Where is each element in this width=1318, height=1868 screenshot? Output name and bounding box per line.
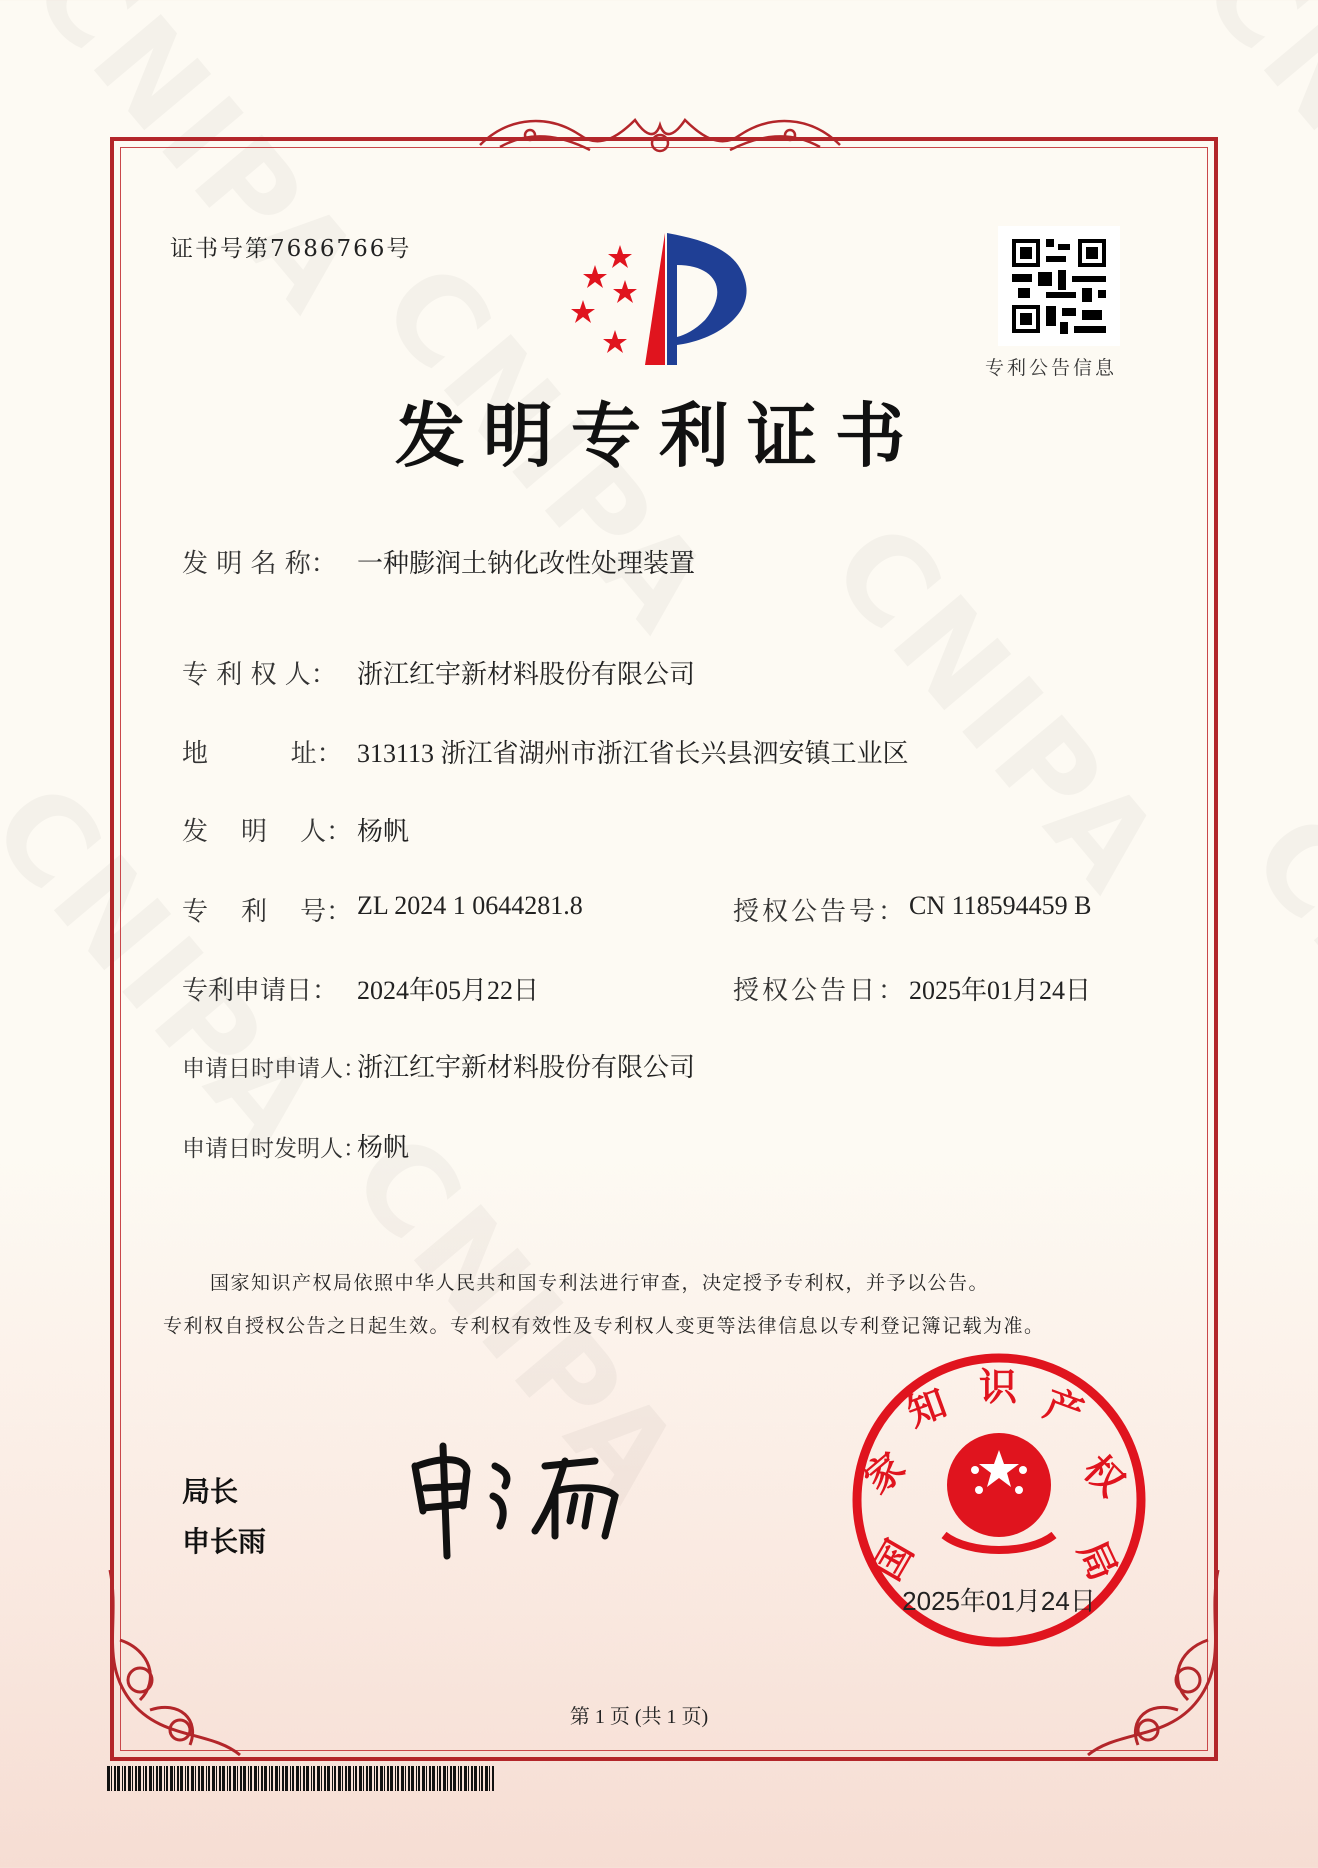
qr-code-icon xyxy=(998,226,1120,346)
barcode-bar xyxy=(128,1766,131,1791)
barcode-bar xyxy=(395,1766,396,1791)
barcode-bar xyxy=(471,1766,473,1791)
barcode-bar xyxy=(303,1766,305,1791)
barcode-bar xyxy=(411,1766,414,1791)
field-label-patentee: 专 利 权 人： xyxy=(182,660,337,690)
barcode-bar xyxy=(164,1766,165,1791)
barcode-bar xyxy=(401,1766,404,1791)
barcode-bar xyxy=(317,1766,320,1791)
statement-line: 国家知识产权局依照中华人民共和国专利法进行审查，决定授予专利权，并予以公告。 xyxy=(210,1272,990,1294)
barcode-bar xyxy=(279,1766,280,1791)
barcode-bar xyxy=(387,1766,389,1791)
field-value-invention-name: 一种膨润土钠化改性处理装置 xyxy=(357,549,696,578)
barcode-bar xyxy=(453,1766,456,1791)
barcode-bar xyxy=(222,1766,225,1791)
barcode-bar xyxy=(206,1766,207,1791)
barcode-bar xyxy=(479,1766,480,1791)
barcode-bar xyxy=(432,1766,435,1791)
barcode-bar xyxy=(384,1766,385,1791)
barcode-bar xyxy=(422,1766,425,1791)
barcode-bar xyxy=(195,1766,196,1791)
field-value-grant-publication-number: CN 118594459 B xyxy=(909,891,1092,920)
barcode-bar xyxy=(458,1766,459,1791)
barcode-bar xyxy=(233,1766,236,1791)
barcode-bar xyxy=(132,1766,133,1791)
barcode-bar xyxy=(227,1766,228,1791)
barcode-bar xyxy=(216,1766,217,1791)
barcode-bar xyxy=(334,1766,336,1791)
barcode-bar xyxy=(355,1766,357,1791)
barcode-bar xyxy=(264,1766,267,1791)
barcode-bar xyxy=(248,1766,249,1791)
barcode-bar xyxy=(143,1766,144,1791)
barcode-bar xyxy=(185,1766,186,1791)
statement-line: 专利权自授权公告之日起生效。专利权有效性及专利权人变更等法律信息以专利登记簿记载为准。 xyxy=(163,1315,1045,1337)
barcode-bar xyxy=(390,1766,393,1791)
top-ornament-icon xyxy=(470,105,850,165)
barcode-bar xyxy=(437,1766,438,1791)
field-label-grant-publication-date: 授权公告日： xyxy=(733,976,908,1006)
barcode-bar xyxy=(342,1766,343,1791)
barcode-bar xyxy=(405,1766,406,1791)
corner-ornament-icon xyxy=(100,1560,250,1760)
barcode-bar xyxy=(271,1766,273,1791)
barcode-bar xyxy=(174,1766,175,1791)
barcode-bar xyxy=(191,1766,194,1791)
barcode-bar xyxy=(177,1766,179,1791)
barcode-bar xyxy=(198,1766,200,1791)
barcode-bar xyxy=(313,1766,315,1791)
barcode-bar xyxy=(243,1766,246,1791)
barcode-bar xyxy=(397,1766,399,1791)
barcode-bar xyxy=(212,1766,215,1791)
barcode-bar xyxy=(111,1766,112,1791)
field-label-applicant-at-filing: 申请日时申请人： xyxy=(182,1056,366,1082)
barcode-bar xyxy=(348,1766,351,1791)
corner-ornament-icon xyxy=(1078,1560,1228,1760)
barcode-bar xyxy=(460,1766,462,1791)
field-value-address: 313113 浙江省湖州市浙江省长兴县泗安镇工业区 xyxy=(357,739,909,768)
field-value-patent-number: ZL 2024 1 0644281.8 xyxy=(357,891,583,920)
barcode-bar xyxy=(269,1766,270,1791)
barcode-bar xyxy=(332,1766,333,1791)
barcode-bar xyxy=(275,1766,278,1791)
barcode-bar xyxy=(376,1766,378,1791)
barcode-bar xyxy=(408,1766,410,1791)
cnipa-logo-icon xyxy=(565,225,765,375)
barcode-bar xyxy=(117,1766,120,1791)
seal-char: 产 xyxy=(1038,1381,1090,1436)
field-label-address: 地 址： xyxy=(182,739,343,769)
signature-icon xyxy=(405,1436,685,1561)
barcode-bar xyxy=(254,1766,257,1791)
barcode-bar xyxy=(416,1766,417,1791)
barcode-bar xyxy=(124,1766,126,1791)
barcode-bar xyxy=(156,1766,158,1791)
field-label-patent-number: 专 利 号： xyxy=(182,897,353,927)
barcode-bar xyxy=(107,1766,110,1791)
barcode-bar xyxy=(468,1766,469,1791)
barcode-bar xyxy=(447,1766,448,1791)
qr-label: 专利公告信息 xyxy=(985,357,1118,379)
barcode-bar xyxy=(489,1766,490,1791)
barcode-bar xyxy=(369,1766,372,1791)
barcode-bar xyxy=(359,1766,362,1791)
barcode-bar xyxy=(250,1766,252,1791)
certificate-number: 证书号第7686766号 xyxy=(170,236,412,262)
field-value-inventor-at-filing: 杨帆 xyxy=(357,1133,410,1162)
barcode-bar xyxy=(481,1766,483,1791)
barcode-bar xyxy=(464,1766,467,1791)
barcode-bar xyxy=(258,1766,259,1791)
barcode-bar xyxy=(145,1766,147,1791)
page-title: 发明专利证书 xyxy=(395,394,923,477)
barcode-bar xyxy=(180,1766,183,1791)
barcode-bar xyxy=(366,1766,368,1791)
barcode-bar xyxy=(240,1766,242,1791)
barcode-bar xyxy=(439,1766,441,1791)
barcode-bar xyxy=(418,1766,420,1791)
qr-code[interactable] xyxy=(998,226,1120,346)
barcode-bar xyxy=(426,1766,427,1791)
barcode-bar xyxy=(261,1766,263,1791)
barcode-bar xyxy=(380,1766,383,1791)
field-label-application-date: 专利申请日： xyxy=(182,976,339,1006)
barcode-bar xyxy=(159,1766,162,1791)
barcode-bar xyxy=(201,1766,204,1791)
barcode-bar xyxy=(153,1766,154,1791)
barcode-bar xyxy=(443,1766,446,1791)
barcode-bar xyxy=(345,1766,347,1791)
barcode-bar xyxy=(324,1766,326,1791)
barcode-bar xyxy=(300,1766,301,1791)
barcode-bar xyxy=(219,1766,221,1791)
field-label-grant-publication-number: 授权公告号： xyxy=(733,897,908,927)
seal-char: 权 xyxy=(1074,1446,1133,1505)
barcode-bar xyxy=(321,1766,322,1791)
seal-char: 家 xyxy=(855,1444,914,1503)
barcode-bar xyxy=(292,1766,294,1791)
field-value-grant-publication-date: 2025年01月24日 xyxy=(909,976,1092,1005)
seal-date: 2025年01月24日 xyxy=(902,1586,1096,1616)
barcode-bar xyxy=(363,1766,364,1791)
field-value-inventor: 杨帆 xyxy=(357,817,410,846)
barcode-bar xyxy=(311,1766,312,1791)
barcode-bar xyxy=(166,1766,168,1791)
field-value-applicant-at-filing: 浙江红宇新材料股份有限公司 xyxy=(357,1053,696,1082)
barcode-bar xyxy=(208,1766,210,1791)
seal-char: 识 xyxy=(979,1365,1018,1409)
barcode-bar xyxy=(492,1766,494,1791)
barcode-bar xyxy=(114,1766,116,1791)
barcode-bar xyxy=(285,1766,288,1791)
barcode-bar xyxy=(474,1766,477,1791)
barcode-bar xyxy=(187,1766,189,1791)
barcode-bar xyxy=(290,1766,291,1791)
barcode-bar xyxy=(296,1766,299,1791)
watermark xyxy=(1224,789,1318,1210)
barcode-bar xyxy=(122,1766,123,1791)
barcode-bar xyxy=(374,1766,375,1791)
barcode-bar xyxy=(282,1766,284,1791)
barcode-bar xyxy=(327,1766,330,1791)
field-label-inventor: 发 明 人： xyxy=(182,817,353,847)
field-label-inventor-at-filing: 申请日时发明人： xyxy=(182,1136,366,1162)
barcode-bar xyxy=(429,1766,431,1791)
page-number: 第 1 页 (共 1 页) xyxy=(569,1706,709,1728)
field-label-invention-name: 发 明 名 称： xyxy=(182,549,337,579)
barcode-bar xyxy=(306,1766,309,1791)
barcode-bar xyxy=(149,1766,152,1791)
field-value-patentee: 浙江红宇新材料股份有限公司 xyxy=(357,660,696,689)
barcode-bar xyxy=(170,1766,173,1791)
barcode-bar xyxy=(485,1766,488,1791)
barcode-bar xyxy=(135,1766,137,1791)
seal-char: 国 xyxy=(864,1532,922,1588)
director-title: 局长 xyxy=(182,1475,239,1508)
field-value-application-date: 2024年05月22日 xyxy=(357,976,540,1005)
barcode-bar xyxy=(338,1766,341,1791)
barcode-bar xyxy=(450,1766,452,1791)
seal-char: 知 xyxy=(901,1380,953,1435)
seal-char: 局 xyxy=(1069,1534,1126,1588)
barcode-bar xyxy=(237,1766,238,1791)
director-name: 申长雨 xyxy=(182,1525,267,1558)
barcode-icon xyxy=(107,1766,497,1791)
barcode-bar xyxy=(353,1766,354,1791)
barcode-bar xyxy=(138,1766,141,1791)
barcode-bar xyxy=(229,1766,231,1791)
